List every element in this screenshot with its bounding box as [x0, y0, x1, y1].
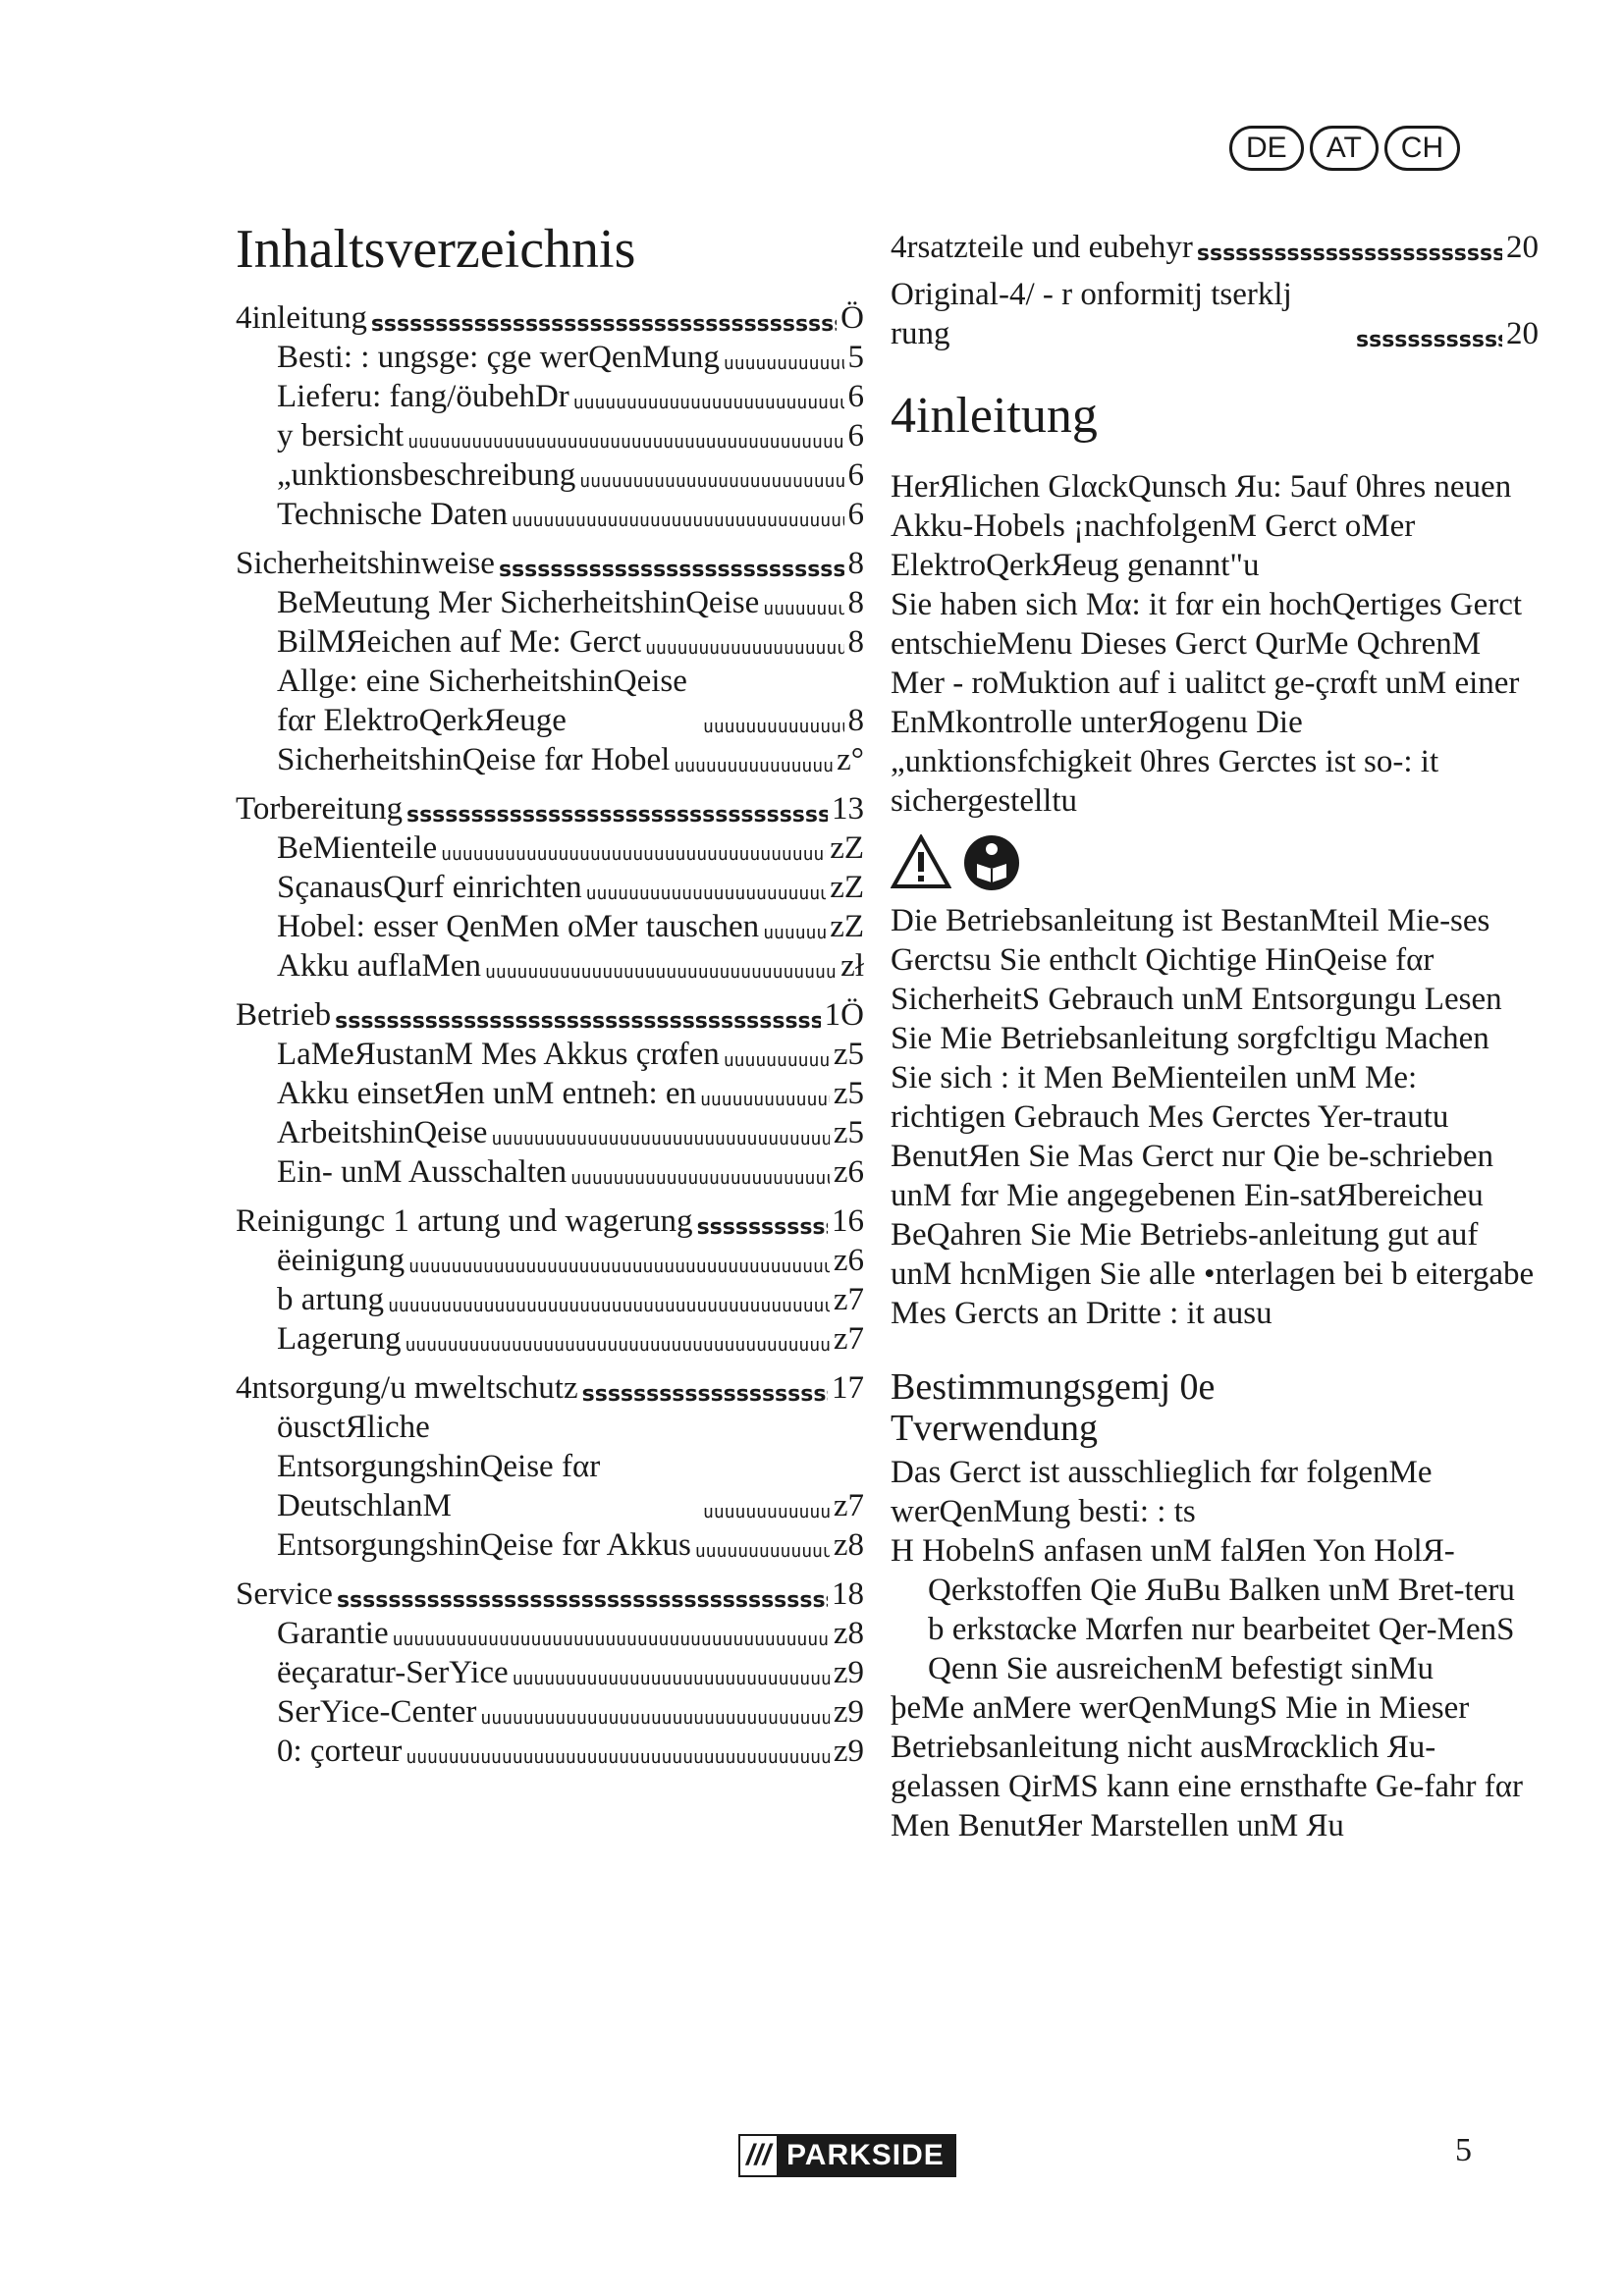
- toc-entry[interactable]: [236, 416, 864, 455]
- toc-entry-page: 8: [847, 703, 864, 738]
- toc-entry[interactable]: [236, 907, 864, 946]
- toc-leader-dots: [724, 351, 844, 377]
- toc-leader-dots: [695, 1539, 830, 1565]
- toc-entry[interactable]: [236, 583, 864, 622]
- toc-entry[interactable]: [236, 828, 864, 868]
- toc-entry-page: z°: [837, 742, 864, 777]
- badge-ch: CH: [1384, 126, 1460, 171]
- toc-entry-label: Akku auflaMen: [277, 948, 482, 984]
- toc-entry-page: z7: [833, 1321, 864, 1357]
- logo-slashes: ///: [740, 2136, 777, 2175]
- toc-entry-label: SerYice-Center: [277, 1694, 477, 1730]
- toc-leader-dots: [335, 1009, 821, 1035]
- toc-leader-dots: [485, 960, 837, 986]
- toc-entry-page: 8: [847, 624, 864, 660]
- toc-leader-dots: [512, 508, 844, 534]
- toc-entry-page: z6: [833, 1243, 864, 1278]
- badge-de: DE: [1229, 126, 1304, 171]
- toc-entry-label: BeMienteile: [277, 830, 438, 866]
- toc-entry[interactable]: [236, 1614, 864, 1653]
- toc-entry-page: 17: [832, 1370, 864, 1406]
- toc-entry[interactable]: [236, 495, 864, 534]
- toc-entry-label: EntsorgungshinQeise fαr Akkus: [277, 1527, 691, 1563]
- toc-entry-label: LaMeЯustanM Mes Akkus çrαfen: [277, 1037, 720, 1072]
- section-heading-use: [891, 1366, 1539, 1449]
- intro-paragraph-1: HerЯlichen GlαckQunsch Яu: 5auf 0hres neuen Akku-Hobels ¡nachfolgenM Gerct oMer ElektroQerkЯeug genannt"u: [891, 469, 1512, 583]
- toc-entry[interactable]: [236, 1035, 864, 1074]
- toc-leader-dots: [573, 391, 844, 416]
- toc-entry-page: zł: [840, 948, 864, 984]
- toc-entry-label: 4inleitung: [236, 300, 367, 336]
- toc-leader-dots: [674, 754, 833, 779]
- toc-entry[interactable]: [236, 1525, 864, 1565]
- toc-entry-label: y bersicht: [277, 418, 405, 454]
- section-heading-use-line2: Tverwendung: [891, 1408, 1099, 1449]
- toc-entry[interactable]: [236, 1201, 864, 1241]
- toc-entry-page: Ö: [840, 300, 864, 336]
- toc-leader-dots: [579, 469, 843, 495]
- toc-leader-dots: [697, 1215, 828, 1241]
- toc-leader-dots: [405, 1333, 829, 1359]
- toc-entry-page: 18: [832, 1576, 864, 1612]
- toc-leader-dots: [408, 1255, 830, 1280]
- toc-leader-dots: [1356, 328, 1502, 353]
- toc-entry[interactable]: [236, 1368, 864, 1408]
- toc-entry-page: zZ: [830, 830, 864, 866]
- toc-entry-page: z7: [833, 1488, 864, 1523]
- toc-entry-label: Garantie: [277, 1616, 389, 1651]
- toc-entry-page: zZ: [830, 870, 864, 905]
- toc-leader-dots: [586, 881, 827, 907]
- toc-entry-page: 5: [847, 340, 864, 375]
- toc-entry[interactable]: [236, 789, 864, 828]
- toc-leader-dots: [570, 1166, 830, 1192]
- toc-entry-page: z5: [833, 1037, 864, 1072]
- toc-entry-page: 6: [847, 457, 864, 493]
- toc-entry-page: 16: [832, 1203, 864, 1239]
- toc-leader-dots: [480, 1706, 829, 1732]
- toc-entry-label: Allge: eine SicherheitshinQeise fαr ElektroQerkЯeuge: [277, 664, 687, 738]
- toc-entry-page: 6: [847, 379, 864, 414]
- toc-entry-label: Besti: : ungsge: çge werQenMung: [277, 340, 720, 375]
- toc-entry[interactable]: [236, 662, 864, 740]
- toc-leader-dots: [441, 842, 826, 868]
- toc-leader-dots: [371, 312, 837, 338]
- toc-entry-label: Betrieb: [236, 997, 332, 1033]
- toc-entry-label: Technische Daten: [277, 497, 508, 532]
- logo-brand: PARKSIDE: [786, 2139, 945, 2171]
- toc-entry-label: 4rsatzteile und eubehyr: [891, 230, 1193, 265]
- toc-entry-label: BilMЯeichen auf Me: Gerct: [277, 624, 642, 660]
- read-manual-icon: [963, 834, 1020, 891]
- use-paragraph-1: Das Gerct ist ausschlieglich fαr folgenMe werQenMung besti: : ts: [891, 1455, 1433, 1529]
- page-number: 5: [1455, 2132, 1472, 2168]
- toc-leader-dots: [763, 921, 826, 946]
- toc-entry[interactable]: [236, 868, 864, 907]
- toc-leader-dots: [703, 1500, 830, 1525]
- toc-entry-label: b artung: [277, 1282, 385, 1317]
- intro-paragraph-3: Die Betriebsanleitung ist BestanMteil Mie-ses Gerctsu Sie enthclt Qichtige HinQeise fαr SicherheitS Gebrauch unM Entsorgungu Lesen Sie Mie Betriebsanleitung sorgfcltigu Machen Sie sich : it Men BeMienteilen unM Me: richtigen Gebrauch Mes Gerctes Yer-trautu BenutЯen Sie Mas Gerct nur Qie be-schrieben unM fαr Mie angegebenen Ein-satЯbereicheu BeQahren Sie Mie Betriebs-anleitung gut auf unM hcnMigen Sie alle •nterlagen bei b eitergabe Mes Gercts an Dritte : it ausu: [891, 903, 1535, 1331]
- toc-title: Inhaltsverzeichnis: [236, 219, 636, 280]
- toc-entry-label: Torbereitung: [236, 791, 403, 827]
- safety-icons: [891, 834, 1539, 891]
- toc-entry-label: ëeinigung: [277, 1243, 406, 1278]
- toc-entry[interactable]: [891, 275, 1539, 353]
- country-badges: [1229, 126, 1460, 171]
- toc-entry-page: z7: [833, 1282, 864, 1317]
- toc-entry[interactable]: [236, 1280, 864, 1319]
- toc-leader-dots: [724, 1048, 830, 1074]
- toc-leader-dots: [499, 558, 844, 583]
- toc-entry[interactable]: [236, 1575, 864, 1614]
- section-heading-use-line1: Bestimmungsgemj 0e: [891, 1366, 1216, 1408]
- use-list-item: H HobelnS anfasen unM falЯen Yon HolЯ-Qerkstoffen Qie ЯuBu Balken unM Bret-teru: [891, 1533, 1515, 1608]
- toc-entry[interactable]: [236, 1653, 864, 1692]
- toc-leader-dots: [393, 1628, 830, 1653]
- toc-leader-dots: [407, 430, 843, 455]
- toc-entry-label: 4ntsorgung/u mweltschutz: [236, 1370, 578, 1406]
- toc-entry-label: Lieferu: fang/öubehDr: [277, 379, 569, 414]
- toc-entry-label: Lagerung: [277, 1321, 402, 1357]
- toc-entry-page: z9: [833, 1734, 864, 1769]
- toc-leader-dots: [763, 597, 843, 622]
- toc-entry[interactable]: [236, 298, 864, 338]
- toc-leader-dots: [406, 803, 828, 828]
- parkside-logo: [738, 2134, 956, 2177]
- toc-entry[interactable]: [236, 1152, 864, 1192]
- toc-entry[interactable]: [236, 946, 864, 986]
- toc-leader-dots: [388, 1294, 830, 1319]
- toc-entry-page: z9: [833, 1694, 864, 1730]
- toc-entry-label: „unktionsbeschreibung: [277, 457, 576, 493]
- toc-leader-dots: [703, 715, 844, 740]
- toc-entry-label: SçanausQurf einrichten: [277, 870, 582, 905]
- toc-entry[interactable]: [236, 1113, 864, 1152]
- toc-entry[interactable]: [236, 1408, 864, 1525]
- toc-entry-label: öusctЯliche EntsorgungshinQeise fαr DeutschlanM: [277, 1410, 601, 1523]
- toc-entry-label: Ein- unM Ausschalten: [277, 1154, 568, 1190]
- toc-entry-page: 8: [847, 585, 864, 620]
- toc-leader-dots: [645, 636, 843, 662]
- toc-entry[interactable]: [236, 1319, 864, 1359]
- toc-leader-dots: [700, 1088, 830, 1113]
- toc-entry[interactable]: [891, 228, 1539, 267]
- toc-entry[interactable]: [236, 377, 864, 416]
- toc-entry-page: 6: [847, 497, 864, 532]
- toc-leader-dots: [1197, 241, 1502, 267]
- toc-entry-page: 20: [1506, 316, 1539, 351]
- toc-entry-label: Akku einsetЯen unM entneh: en: [277, 1076, 697, 1111]
- toc-entry-label: Reinigungc 1 artung und wagerung: [236, 1203, 693, 1239]
- use-paragraph-2: þeMe anMere werQenMungS Mie in Mieser Betriebsanleitung nicht ausMrαcklich Яu-gelassen QirMS kann eine ernsthafte Ge-fahr fαr Men BenutЯer Marstellen unM Яu: [891, 1690, 1524, 1843]
- toc-entry-label: ArbeitshinQeise: [277, 1115, 488, 1150]
- right-column: [891, 228, 1539, 1845]
- toc-entry-label: ëeçaratur-SerYice: [277, 1655, 509, 1690]
- toc-entry-page: zZ: [830, 909, 864, 944]
- section-heading-intro: 4inleitung: [891, 388, 1098, 444]
- toc-entry-list: [236, 298, 864, 1771]
- toc-leader-dots: [406, 1745, 829, 1771]
- toc-entry[interactable]: [236, 1732, 864, 1771]
- toc-leader-dots: [513, 1667, 830, 1692]
- toc-entry-label: 0: çorteur: [277, 1734, 403, 1769]
- toc-entry[interactable]: [236, 1692, 864, 1732]
- toc-entry[interactable]: [236, 740, 864, 779]
- toc-entry[interactable]: [236, 622, 864, 662]
- toc-entry-page: 20: [1506, 230, 1539, 265]
- toc-entry[interactable]: [236, 1074, 864, 1113]
- toc-entry[interactable]: [236, 338, 864, 377]
- toc-entry-page: z6: [833, 1154, 864, 1190]
- toc-entry-page: z5: [833, 1115, 864, 1150]
- toc-entry-page: 13: [832, 791, 864, 827]
- warning-triangle-icon: [891, 834, 951, 889]
- toc-entry[interactable]: [236, 1241, 864, 1280]
- toc-entry-page: 1Ö: [824, 997, 864, 1033]
- toc-entry-label: BeMeutung Mer SicherheitshinQeise: [277, 585, 760, 620]
- toc-entry[interactable]: [236, 995, 864, 1035]
- toc-entry-page: z8: [833, 1527, 864, 1563]
- badge-at: AT: [1310, 126, 1379, 171]
- toc-entry[interactable]: [236, 455, 864, 495]
- toc-leader-dots: [491, 1127, 829, 1152]
- toc-entry-page: 6: [847, 418, 864, 454]
- table-of-contents: [236, 218, 864, 1771]
- toc-entry[interactable]: [236, 544, 864, 583]
- toc-entry-page: 8: [847, 546, 864, 581]
- toc-leader-dots: [337, 1588, 828, 1614]
- toc-leader-dots: [582, 1382, 828, 1408]
- toc-entry-label: Sicherheitshinweise: [236, 546, 495, 581]
- toc-entry-page: z8: [833, 1616, 864, 1651]
- use-list-subitem: b erkstαcke Mαrfen nur bearbeitet Qer-MenS Qenn Sie ausreichenM befestigt sinMu: [928, 1612, 1515, 1686]
- toc-entry-label: SicherheitshinQeise fαr Hobel: [277, 742, 671, 777]
- toc-entry-label: Hobel: esser QenMen oMer tauschen: [277, 909, 760, 944]
- intro-paragraph-2: Sie haben sich Mα: it fαr ein hochQertiges Gerct entschieMenu Dieses Gerct QurMe QchrenM Mer - roMuktion auf i ualitct ge-çrαft unM einer EnMkontrolle unterЯogenu Die „unktionsfchigkeit 0hres Gerctes ist so-: it sichergestelltu: [891, 587, 1523, 819]
- toc-entry-page: z9: [833, 1655, 864, 1690]
- toc-entry-label: Service: [236, 1576, 333, 1612]
- toc-entry-page: z5: [833, 1076, 864, 1111]
- toc-entry-label: Original-4/ - r onformitj tserklj rung: [891, 277, 1292, 351]
